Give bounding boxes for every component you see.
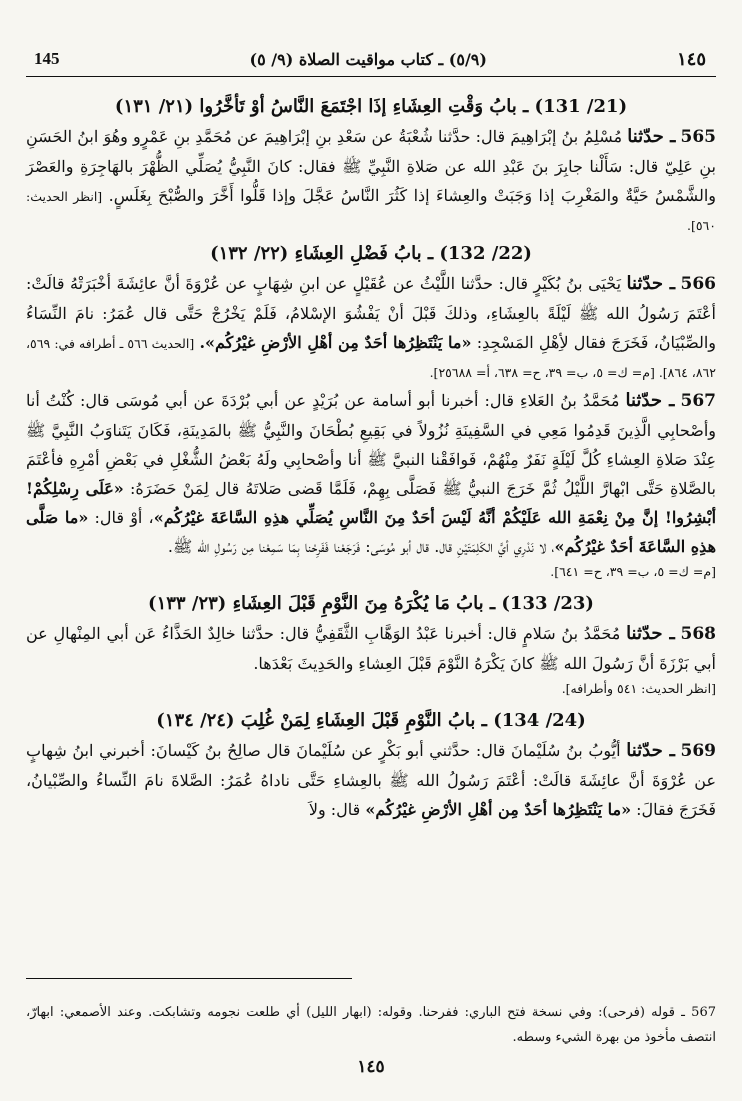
section-heading-133: (23/ 133) ـ بابُ مَا يُكْرَهُ مِنَ النَّوْمِ قَبْلَ العِشَاءِ (٢٣/ ١٣٣) <box>148 593 594 614</box>
hadith-567: 567 ـ حدّثنا مُحَمَّدُ بنُ العَلاءِ قال: أخبرنا أبو أسامة عن بُرَيْدٍ عن أبي بُرْدَةَ عن أبي مُوسَى قال: كُنْتُ أنا وأصْحابِي الَّذِينَ قَدِمُوا مَعِي في السَّفِينَةِ نُزُولاً في بَقِيعِ بُطْحَانَ والنَّبِيُّ ﷺ بالمَدِينَةِ، فَكَانَ يَتَناوَبُ النَّبِيَّ ﷺ عِنْدَ صَلاةِ العِشاءِ كُلَّ لَيْلَةٍ نَفَرٌ مِنْهُمْ، فَوافَقْنا النبيَّ ﷺ أنا وأصْحابِي ولَهُ بَعْضُ الشُّغْلِ في بَعْضِ أمْرِهِ فأعْتَمَ بالصَّلاةِ حَتَّى ابْهارَّ اللَّيْلُ ثُمَّ خَرَجَ النبيُّ ﷺ فَصَلَّى بِهِمْ، فَلَمَّا قَضى صَلاتَهُ قال لِمَنْ حَضَرَهُ: «عَلَى رِسْلِكُمْ! أبْشِرُوا! إنَّ مِنْ نِعْمَةِ الله عَلَيْكُمْ أنَّهُ لَيْسَ أحَدٌ مِنَ النَّاسِ يُصَلِّي هذِهِ السَّاعَةَ غيْرُكُم»، أوْ قال: «ما صَلَّى هذِهِ السَّاعَةَ أحَدٌ غيْرُكُم»، لا نَدْرِي أيَّ الكَلِمَتَيْنِ قال. قال أبو مُوسَى: فَرَجَعْنا فَفَرِحْنا بِمَا سَمِعْنا مِن رَسُولِ الله ﷺ. <box>26 390 717 556</box>
reference-568: [انظر الحديث: ٥٤١ وأطرافه]. <box>561 681 716 696</box>
chapter-title: (٥/٩) ـ كتاب مواقيت الصلاة (٩/ ٥) <box>249 49 487 69</box>
footnote-divider <box>26 978 352 979</box>
hadith-565: 565 ـ حدّثنا مُسْلِمُ بنُ إبْرَاهِيمَ قال: حدَّثنا شُعْبَةُ عن سَعْدِ بنِ إبْرَاهِيمَ عن مُحَمَّدِ بنِ عَمْرٍو وهُوَ ابنُ الحَسَنِ بنِ عَلِيّ قال: سَأَلْنا جابِرَ بنَ عَبْدِ الله عن صَلاةِ النَّبِيِّ ﷺ فقال: كانَ النَّبِيُّ يُصَلِّي الظُّهْرَ بالهَاجِرَةِ والعَصْرَ والشَّمْسُ حَيَّةٌ والمَغْرِبَ إذا وَجَبَتْ والعِشاءَ إذا كَثُرَ النَّاسُ عَجَّلَ وإذا قَلُّوا أَخَّرَ والصُّبْحَ بِغَلَسٍ. [انظر الحديث: ٥٦٠]. <box>26 126 716 233</box>
section-heading-131: (21/ 131) ـ بابُ وَقْتِ العِشَاءِ إذَا اجْتَمَعَ النَّاسُ أوْ تَأخَّرُوا (٢١/ ١٣١) <box>114 96 628 117</box>
section-heading-134: (24/ 134) ـ بابُ النَّوْمِ قَبْلَ العِشَاءِ لِمَنْ غُلِبَ (٢٤/ ١٣٤) <box>156 710 586 731</box>
page-number-bottom: ١٤٥ <box>357 1057 385 1077</box>
reference-567: [م= ك= ٥، ب= ٣٩، ح= ٦٤١]. <box>550 564 716 579</box>
hadith-566: 566 ـ حدّثنا يَحْيَى بنُ بُكَيْرٍ قال: حدَّثنا اللَّيْثُ عن عُقَيْلٍ عن ابنِ شِهَابٍ عن عُرْوَةَ أنَّ عائِشَةَ أخْبَرَتْهُ قالَتْ: أعْتَمَ رَسُولُ الله ﷺ لَيْلَةً بالعِشَاءِ، وذلكَ قَبْلَ أنْ يَفْشُوَ الإسْلامُ، فَلَمْ يَخْرُجْ حَتَّى قال عُمَرُ: نامَ النِّسَاءُ والصِّبْيَانُ، فَخَرَجَ فقال لأِهْلِ المَسْجِدِ: «ما يَنْتَظِرُها أحَدٌ مِن أهْلِ الأرْضِ غيْرُكُم». [الحديث ٥٦٦ ـ أطرافه في: ٥٦٩، ٨٦٢، ٨٦٤]. [م= ك= ٥، ب= ٣٩، ح= ٦٣٨، أ= ٢٥٦٨٨]. <box>26 273 717 380</box>
running-header <box>26 42 716 77</box>
footnote: 567 ـ قوله (فرحى): وفي نسخة فتح الباري: ففرحنا. وقوله: (ابهار الليل) أي طلعت نجومه وتشابكت. وعند الأصمعي: ابهارّ، انتصف مأخوذ من بهرة الشيء وسطه. <box>26 1005 716 1045</box>
section-heading-132: (22/ 132) ـ بابُ فَضْلِ العِشَاءِ (٢٢/ ١٣٢) <box>210 243 532 264</box>
hadith-569: 569 ـ حدّثنا أيُّوبُ بنُ سُلَيْمانَ قال: حدَّثني أبو بَكْرٍ عن سُلَيْمانَ قال صالِحُ بنُ كَيْسانَ: أخبرني ابنُ شِهابٍ عن عُرْوَةَ أنَّ عائِشَةَ قالَتْ: أعْتَمَ رَسُولُ الله ﷺ بالعِشاءِ حَتَّى ناداهُ عُمَرُ: الصَّلاةَ نامَ النِّساءُ والصِّبْيانُ، فَخَرَجَ فقالَ: «ما يَنْتَظِرُها أحَدٌ مِن أهْلِ الأرْضِ غيْرُكُم» قال: ولاَ <box>26 740 716 819</box>
page-number-latin: 145 <box>34 49 60 68</box>
hadith-568: 568 ـ حدّثنا مُحَمَّدُ بنُ سَلامٍ قال: أخبرنا عَبْدُ الوَهَّابِ الثَّقَفِيُّ قال: حدَّثنا خالِدٌ الحَذَّاءُ عَن أبي المِنْهالِ عن أبي بَرْزَةَ أنَّ رَسُولَ الله ﷺ كانَ يَكْرَهُ النَّوْمَ قَبْلَ العِشاءِ والحَدِيثَ بَعْدَها. <box>26 623 716 673</box>
main-text <box>26 92 716 824</box>
page-number-arabic: ١٤٥ <box>676 48 706 70</box>
